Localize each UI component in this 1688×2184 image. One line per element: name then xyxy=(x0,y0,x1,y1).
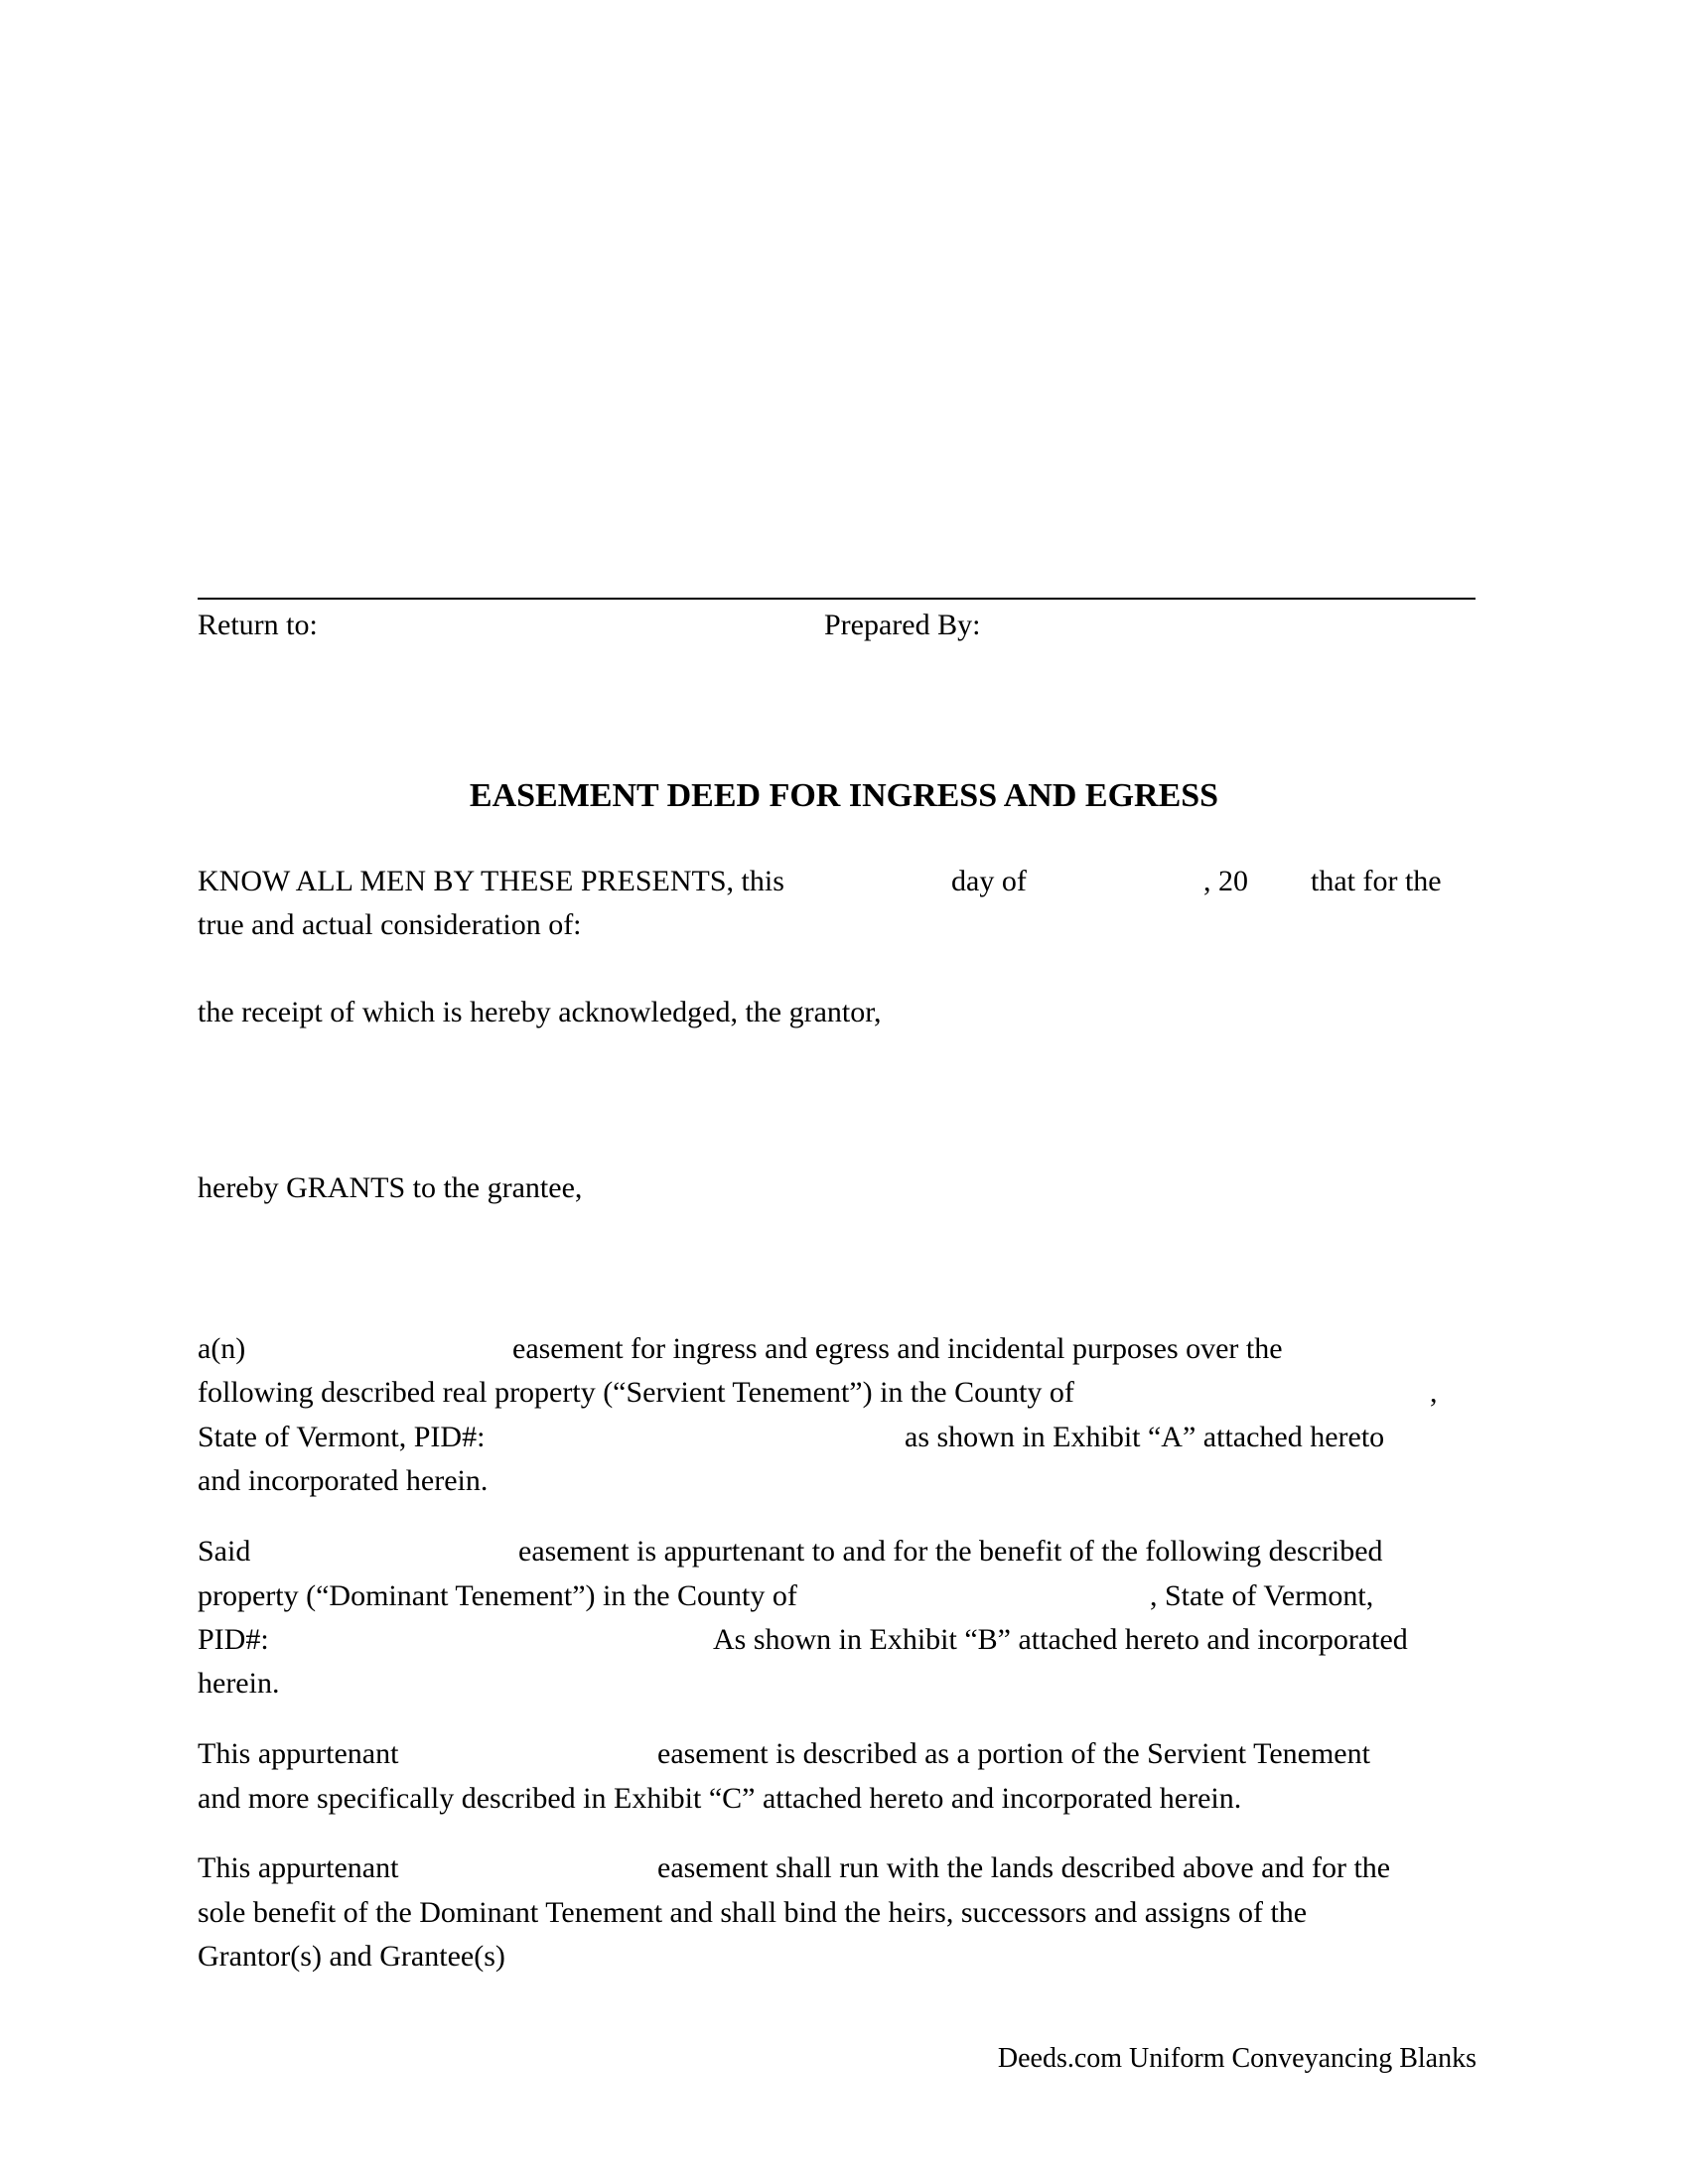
prepared-by-label: Prepared By: xyxy=(824,609,981,641)
para1-line4: and incorporated herein. xyxy=(198,1464,489,1497)
para1-line2a: following described real property (“Servient Tenement”) in the County of xyxy=(198,1376,1074,1409)
intro-text: KNOW ALL MEN BY THESE PRESENTS, this xyxy=(198,865,784,897)
para1-line2b: , xyxy=(1430,1376,1438,1409)
para1-line3b: as shown in Exhibit “A” attached hereto xyxy=(905,1421,1385,1453)
para2-line1b: easement is appurtenant to and for the benefit of the following described xyxy=(518,1535,1383,1568)
footer-text: Deeds.com Uniform Conveyancing Blanks xyxy=(997,2043,1477,2074)
para4-line1b: easement shall run with the lands described above and for the xyxy=(657,1851,1391,1884)
para2-line4: herein. xyxy=(198,1667,280,1700)
para3-line1b: easement is described as a portion of the Servient Tenement xyxy=(657,1737,1370,1770)
para3-line1a: This appurtenant xyxy=(198,1737,399,1770)
grants-text: hereby GRANTS to the grantee, xyxy=(198,1171,583,1204)
intro-day-of: day of xyxy=(951,865,1027,897)
para1-line1a: a(n) xyxy=(198,1332,246,1365)
para2-line1a: Said xyxy=(198,1535,251,1568)
para2-line2b: , State of Vermont, xyxy=(1150,1579,1374,1612)
para3-line2: and more specifically described in Exhibit “C” attached hereto and incorporated herein. xyxy=(198,1782,1242,1815)
para4-line1a: This appurtenant xyxy=(198,1851,399,1884)
para4-line2: sole benefit of the Dominant Tenement and shall bind the heirs, successors and assigns of the xyxy=(198,1896,1308,1929)
document-title: EASEMENT DEED FOR INGRESS AND EGRESS xyxy=(469,777,1219,814)
receipt-text: the receipt of which is hereby acknowledged, the grantor, xyxy=(198,996,882,1028)
para2-line3b: As shown in Exhibit “B” attached hereto and incorporated xyxy=(713,1623,1408,1656)
para2-line3a: PID#: xyxy=(198,1623,269,1656)
intro-year: , 20 xyxy=(1203,865,1248,897)
intro-that-for-the: that for the xyxy=(1311,865,1442,897)
para2-line2a: property (“Dominant Tenement”) in the County of xyxy=(198,1579,797,1612)
para4-line3: Grantor(s) and Grantee(s) xyxy=(198,1940,505,1973)
header-rule xyxy=(198,598,1476,600)
return-to-label: Return to: xyxy=(198,609,318,641)
para1-line1b: easement for ingress and egress and incidental purposes over the xyxy=(512,1332,1283,1365)
para1-line3a: State of Vermont, PID#: xyxy=(198,1421,486,1453)
intro-consideration: true and actual consideration of: xyxy=(198,908,582,941)
